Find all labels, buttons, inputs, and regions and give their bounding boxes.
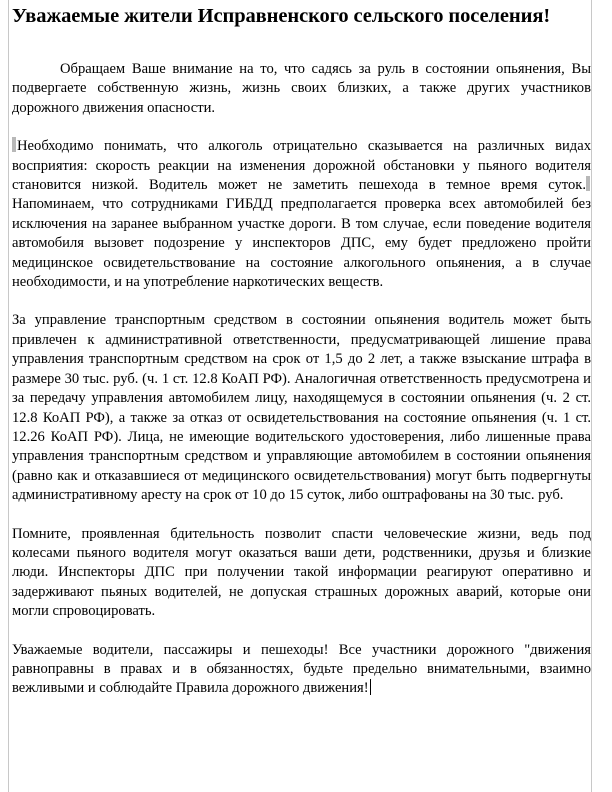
paragraph-alcohol-effects — [12, 137, 591, 292]
document-title: Уважаемые жители Исправненского сельского поселения! — [12, 5, 551, 27]
paragraph-appeal — [12, 641, 591, 699]
selection-marker — [586, 176, 590, 191]
paragraph-appeal-text: Уважаемые водители, пассажиры и пешеходы! Все участники дорожного "движения равноправны в правах и в обязанностях, будьте предельно внимательными, взаимно вежливыми и соблюдайте Правила дорожного движения! — [12, 641, 591, 697]
paragraph-liability: За управление транспортным средством в состоянии опьянения водитель может быть привлечен к административной ответственности, предусматривающей лишение права управления транспортным средством на срок от 1,5 до 2 лет, а также взыскание штрафа в размере 30 тыс. руб. (ч. 1 ст. 12.8 КоАП РФ). Аналогичная ответственность предусмотрена и за передачу управления автомобилем лицу, находящемуся в состоянии опьянения (ч. 2 ст. 12.8 КоАП РФ), а также за отказ от освидетельствования на состояние опьянения (ч. 1 ст. 12.26 КоАП РФ). Лица, не имеющие водительского удостоверения, либо лишенные права управления транспортным средством и управляющие автомобилем в состоянии опьянения (равно как и отказавшиеся от медицинского освидетельствования) могут быть подвергнуты административному аресту на срок от 10 до 15 суток, либо оштрафованы на 30 тыс. руб. — [12, 312, 591, 504]
paragraph-warning: Обращаем Ваше внимание на то, что садясь за руль в состоянии опьянения, Вы подвергаете собственную жизнь, жизнь своих близких, а также других участников дорожного движения опасности. — [12, 61, 591, 116]
document-page — [8, 0, 592, 792]
paragraph-alcohol-effects-text: Необходимо понимать, что алкоголь отрицательно сказывается на различных видах восприятия: скорость реакции на изменения дорожной обстановки у пьяного водителя становится низкой. Водитель может не заметить пешехода в темное время суток. — [12, 138, 591, 194]
paragraph-vigilance: Помните, проявленная бдительность позволит спасти человеческие жизни, ведь под колесами пьяного водителя могут оказаться ваши дети, родственники, друзья и близкие люди. Инспекторы ДПС при получении такой информации реагируют оперативно и задерживают пьяных водителей, не допуская страшных дорожных аварий, которые они могли спровоцировать. — [12, 525, 591, 620]
document-body[interactable] — [12, 4, 591, 699]
paragraph-inspection-text: Напоминаем, что сотрудниками ГИБДД предполагается проверка всех автомобилей без исключения на заранее выбранном участке дороги. В том случае, если поведение водителя автомобиля вызовет подозрение у инспекторов ДПС, ему будет предложено пройти медицинское освидетельствование на состояние алкогольного опьянения, а в случае необходимости, и на употребление наркотических веществ. — [12, 196, 591, 291]
text-caret — [370, 679, 371, 695]
selection-marker — [12, 137, 16, 152]
